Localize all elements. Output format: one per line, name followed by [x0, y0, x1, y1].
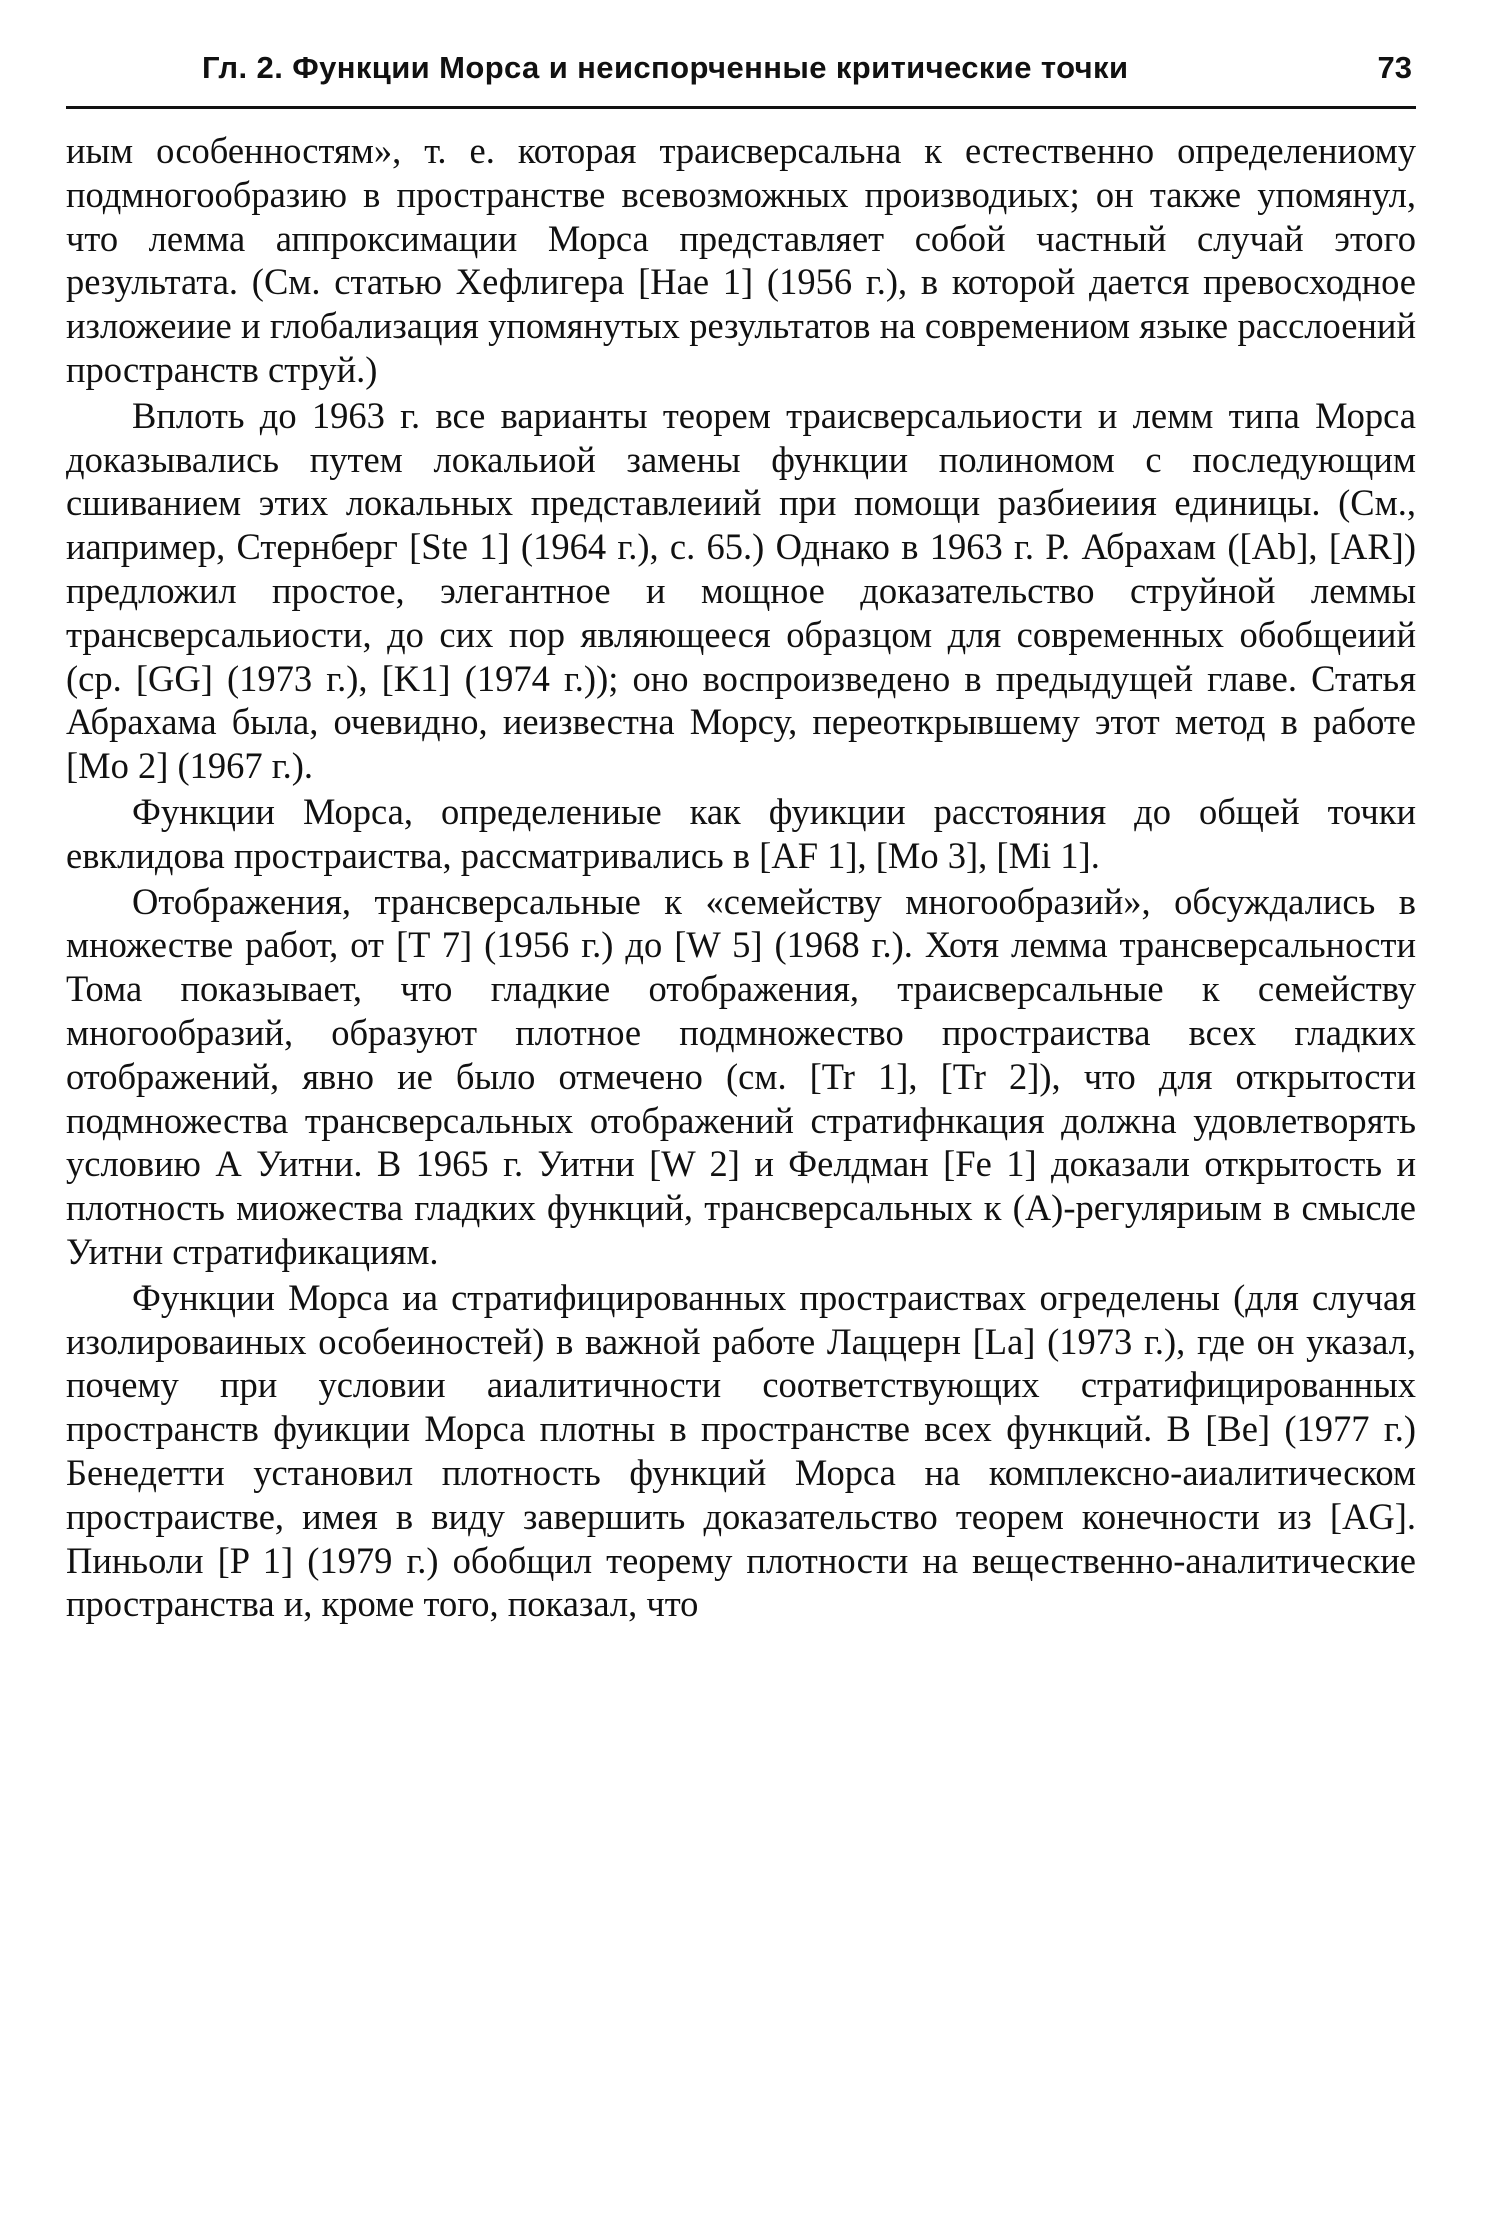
- paragraph-continuation: иым особенностям», т. е. которая траисверсальна к естественно определениому подмногообразию в пространстве всевозможных производиых; он также упомянул, что лемма аппроксимации Морса представляет собой частный случай этого результата. (См. статью Хефлигера [Hae 1] (1956 г.), в которой дается превосходное изложеиие и глобализация упомянутых результатов на современиом языке расслоений пространств струй.): [66, 130, 1416, 390]
- running-header: [66, 40, 1416, 96]
- paragraph: Функции Морса, определениые как фуикции расстояния до общей точки евклидова простраиства, рассматривались в [AF 1], [Mo 3], [Mi 1].: [66, 790, 1416, 876]
- book-page: [66, 40, 1416, 2220]
- paragraph: Отображения, трансверсальные к «семейству многообразий», обсуждались в множестве работ, от [T 7] (1956 г.) до [W 5] (1968 г.). Хотя лемма трансверсальности Тома показывает, что гладкие отображения, траисверсальные к семейству многообразий, образуют плотное подмножество простраиства всех гладких отображений, явно ие было отмечено (см. [Tr 1], [Tr 2]), что для открытости подмножества трансверсальных отображений стратифнкация должна удовлетворять условию А Уитни. В 1965 г. Уитни [W 2] и Фелдман [Fe 1] доказали открытость и плотность миожества гладких функций, трансверсальных к (A)-регуляриым в смысле Уитни стратификациям.: [66, 880, 1416, 1272]
- chapter-title: Гл. 2. Функции Морса и неиспорченные критические точки: [202, 50, 1129, 85]
- paragraph: Вплоть до 1963 г. все варианты теорем траисверсальиости и лемм типа Морса доказывались путем локальиой замены функции полиномом с последующим сшиванием этих локальных представлеиий при помощи разбиеиия единицы. (См., иапример, Стернберг [Ste 1] (1964 г.), с. 65.) Однако в 1963 г. Р. Абрахам ([Ab], [AR]) предложил простое, элегантное и мощное доказательство струйной леммы трансверсальиости, до сих пор являющееся образцом для современных обобщеиий (ср. [GG] (1973 г.), [K1] (1974 г.)); оно воспроизведено в предыдущей главе. Статья Абрахама была, очевидно, иеизвестна Морсу, переоткрывшему этот метод в работе [Mo 2] (1967 г.).: [66, 394, 1416, 787]
- body-text: [66, 129, 1416, 1626]
- page-number: 73: [1377, 50, 1412, 85]
- header-rule: [66, 106, 1416, 109]
- paragraph: Функции Морса иа стратифицированных простраиствах огределены (для случая изолироваиных особеиностей) в важной работе Лаццерн [La] (1973 г.), где он указал, почему при условии аиалитичности соответствующих стратифицированных пространств фуикции Морса плотны в пространстве всех функций. В [Be] (1977 г.) Бенедетти установил плотность функций Морса на комплексно-аиалитическом простраистве, имея в виду завершить доказательство теорем конечности из [AG]. Пиньоли [P 1] (1979 г.) обобщил теорему плотности на вещественно-аналитические пространства и, кроме того, показал, что: [66, 1276, 1416, 1625]
